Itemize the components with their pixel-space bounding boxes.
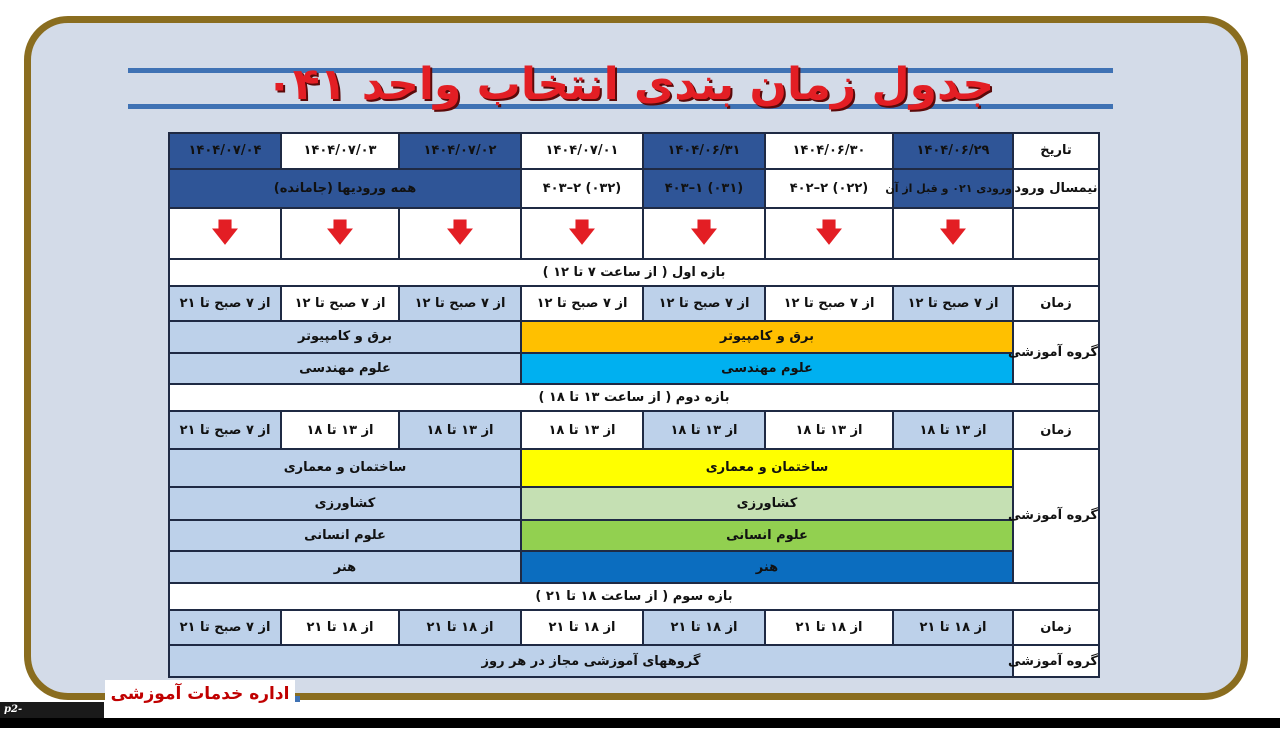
time-cell: از ۱۳ تا ۱۸ <box>643 411 765 449</box>
period-1-title: بازه اول ( از ساعت ۷ تا ۱۲ ) <box>169 259 1099 286</box>
time-cell: از ۱۸ تا ۲۱ <box>893 610 1013 646</box>
group-cell: علوم مهندسی <box>521 353 1013 384</box>
footer-office: اداره خدمات آموزشی <box>105 680 295 708</box>
group-cell: هنر <box>169 551 521 582</box>
label-group: گروه آموزشی <box>1013 449 1099 583</box>
time-cell: از ۷ صبح تا ۲۱ <box>169 411 281 449</box>
group-cell: علوم مهندسی <box>169 353 521 384</box>
time-cell: از ۷ صبح تا ۱۲ <box>399 286 521 322</box>
period-3-title: بازه سوم ( از ساعت ۱۸ تا ۲۱ ) <box>169 583 1099 610</box>
date-cell: ۱۴۰۴/۰۷/۰۴ <box>169 133 281 169</box>
arrows-row <box>169 208 1099 258</box>
group-cell: ساختمان و معماری <box>169 449 521 487</box>
date-cell: ۱۴۰۴/۰۶/۳۱ <box>643 133 765 169</box>
time-cell: از ۱۸ تا ۲۱ <box>643 610 765 646</box>
group-cell: برق و کامپیوتر <box>169 321 521 352</box>
group-allowed-cell: گروههای آموزشی مجاز در هر روز <box>169 645 1013 677</box>
time-cell: از ۷ صبح تا ۱۲ <box>281 286 399 322</box>
time-cell: از ۷ صبح تا ۱۲ <box>893 286 1013 322</box>
label-time: زمان <box>1013 411 1099 449</box>
time-cell: از ۷ صبح تا ۱۲ <box>521 286 643 322</box>
label-time: زمان <box>1013 286 1099 322</box>
time-cell: از ۷ صبح تا ۲۱ <box>169 286 281 322</box>
arrow-down-icon: 🡇 <box>446 218 474 249</box>
time-cell: از ۱۸ تا ۲۱ <box>281 610 399 646</box>
group-cell: کشاورزی <box>169 487 521 520</box>
entry-cell-all: همه ورودیها (جامانده) <box>169 169 521 209</box>
arrow-down-icon: 🡇 <box>690 218 718 249</box>
dates-row <box>169 133 1099 169</box>
label-date: تاریخ <box>1013 133 1099 169</box>
group-cell: ساختمان و معماری <box>521 449 1013 487</box>
entry-cell: (۰۳۱) ۱–۴۰۳ <box>643 169 765 209</box>
period-3-times <box>169 610 1099 646</box>
label-group: گروه آموزشی <box>1013 321 1099 384</box>
date-cell: ۱۴۰۴/۰۶/۲۹ <box>893 133 1013 169</box>
arrow-down-icon: 🡇 <box>815 218 843 249</box>
time-cell: از ۱۸ تا ۲۱ <box>765 610 893 646</box>
time-cell: از ۷ صبح تا ۱۲ <box>643 286 765 322</box>
group-cell: برق و کامپیوتر <box>521 321 1013 352</box>
arrow-down-icon: 🡇 <box>211 218 239 249</box>
bottom-bar <box>0 718 1280 728</box>
label-entry: نیمسال ورود <box>1013 169 1099 209</box>
time-cell: از ۷ صبح تا ۱۲ <box>765 286 893 322</box>
entry-cell: (۰۲۲) ۲–۴۰۲ <box>765 169 893 209</box>
arrow-down-icon: 🡇 <box>939 218 967 249</box>
time-cell: از ۱۳ تا ۱۸ <box>765 411 893 449</box>
entry-cell: ورودی ۰۲۱ و قبل از آن <box>893 169 1013 209</box>
time-cell: از ۱۳ تا ۱۸ <box>281 411 399 449</box>
group-cell: علوم انسانی <box>521 520 1013 551</box>
arrow-down-icon: 🡇 <box>568 218 596 249</box>
period-2-title: بازه دوم ( از ساعت ۱۳ تا ۱۸ ) <box>169 384 1099 411</box>
time-cell: از ۱۳ تا ۱۸ <box>399 411 521 449</box>
page-title: جدول زمان بندی انتخاب واحد ۰۴۱ <box>265 59 995 110</box>
group-cell: کشاورزی <box>521 487 1013 520</box>
arrow-spacer <box>1013 208 1099 258</box>
time-cell: از ۱۳ تا ۱۸ <box>893 411 1013 449</box>
date-cell: ۱۴۰۴/۰۷/۰۱ <box>521 133 643 169</box>
time-cell: از ۱۸ تا ۲۱ <box>399 610 521 646</box>
time-cell: از ۷ صبح تا ۲۱ <box>169 610 281 646</box>
site-url[interactable]: p2- <box>0 702 104 718</box>
schedule-table <box>168 132 1100 678</box>
group-cell: علوم انسانی <box>169 520 521 551</box>
entry-cell: (۰۳۲) ۲–۴۰۳ <box>521 169 643 209</box>
group-cell: هنر <box>521 551 1013 582</box>
label-time: زمان <box>1013 610 1099 646</box>
label-group: گروه آموزشی <box>1013 645 1099 677</box>
entry-row <box>169 169 1099 209</box>
time-cell: از ۱۸ تا ۲۱ <box>521 610 643 646</box>
period-1-times <box>169 286 1099 322</box>
date-cell: ۱۴۰۴/۰۶/۳۰ <box>765 133 893 169</box>
date-cell: ۱۴۰۴/۰۷/۰۲ <box>399 133 521 169</box>
period-2-times <box>169 411 1099 449</box>
date-cell: ۱۴۰۴/۰۷/۰۳ <box>281 133 399 169</box>
arrow-down-icon: 🡇 <box>326 218 354 249</box>
time-cell: از ۱۳ تا ۱۸ <box>521 411 643 449</box>
